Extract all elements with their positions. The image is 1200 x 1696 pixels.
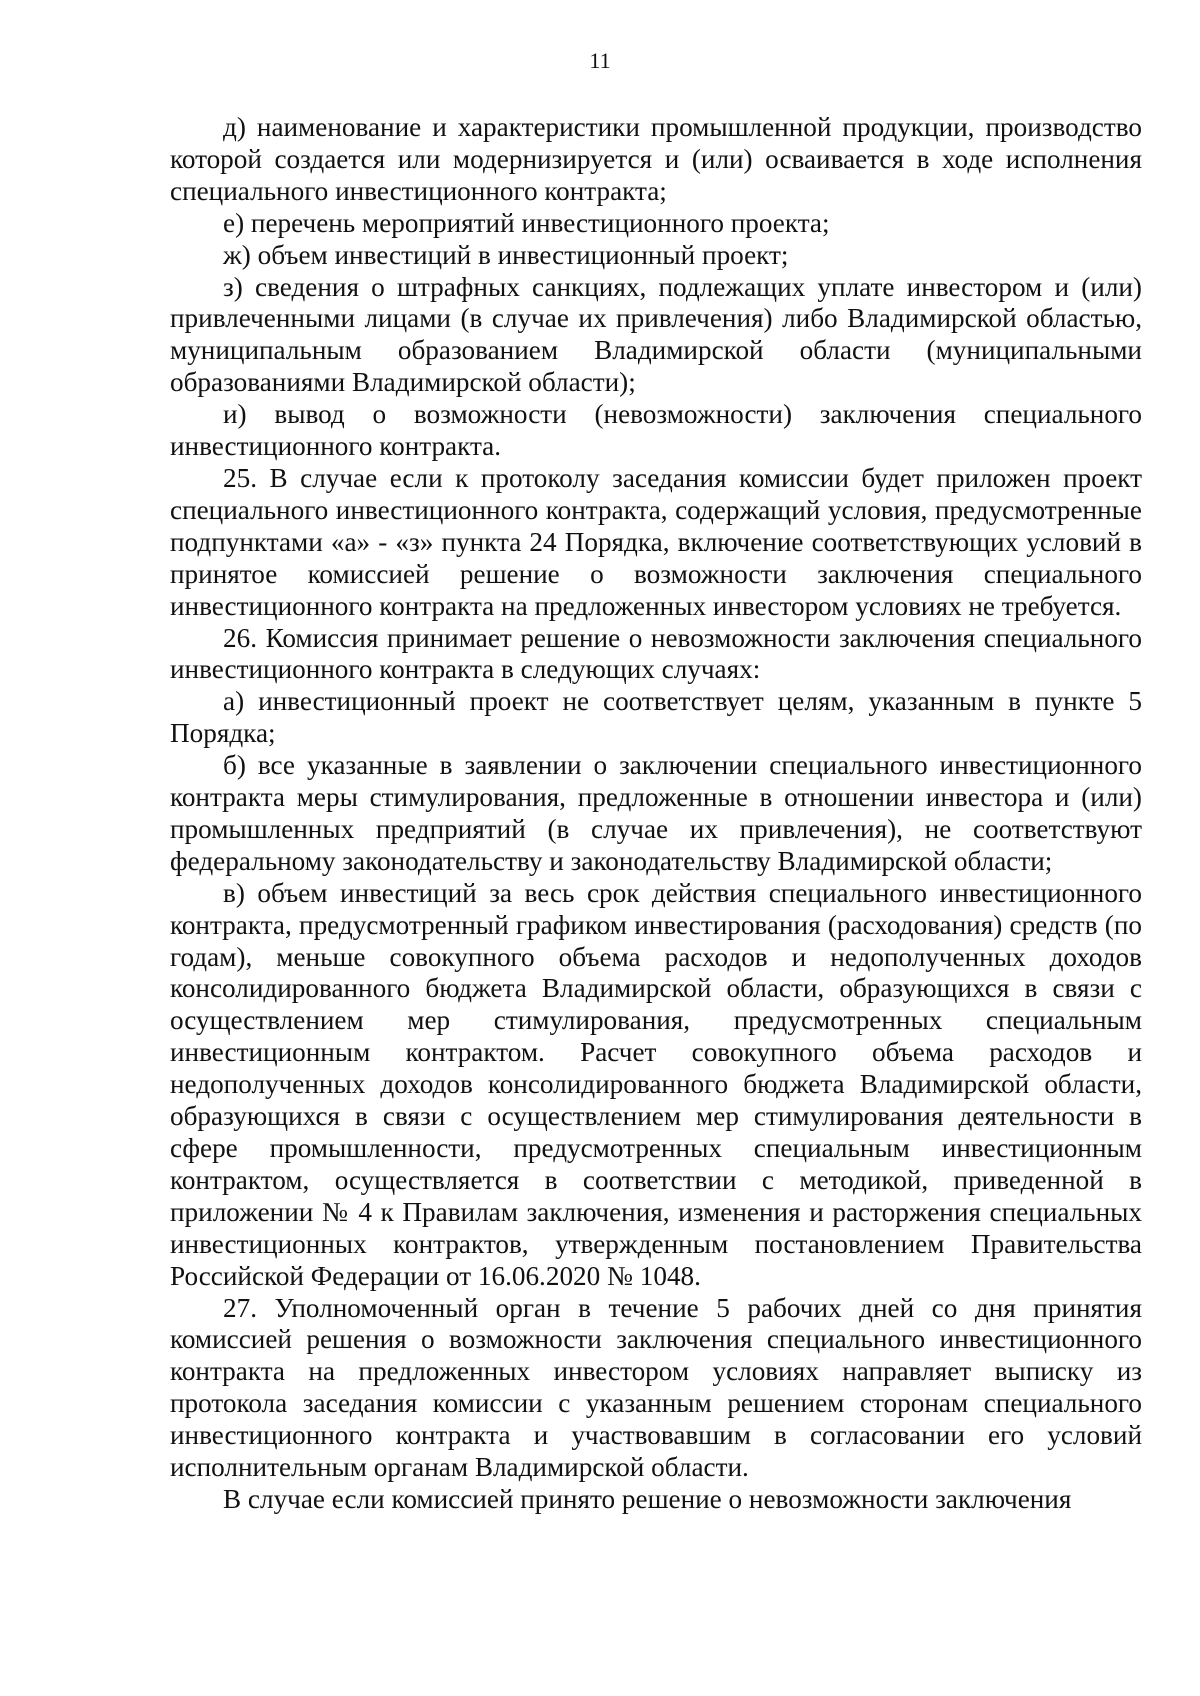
paragraph-item-d: д) наименование и характеристики промышленной продукции, производство которой создается или модернизируется и (или) осваивается в ходе исполнения специального инвестиционного контракта; [170, 112, 1142, 206]
paragraph-item-z: з) сведения о штрафных санкциях, подлежащих уплате инвестором и (или) привлеченными лицами (в случае их привлечения) либо Владимирской областью, муниципальным образованием Владимирской области (муниципальными образованиями Владимирской области); [170, 271, 1142, 398]
paragraph-item-b: б) все указанные в заявлении о заключении специального инвестиционного контракта меры стимулирования, предложенные в отношении инвестора и (или) промышленных предприятий (в случае их привлечения), не соответствуют федеральному законодательству и законодательству Владимирской области; [170, 750, 1142, 876]
page-number: 11 [589, 48, 611, 73]
paragraph-clause-25: 25. В случае если к протоколу заседания комиссии будет приложен проект специального инвестиционного контракта, содержащий условия, предусмотренные подпунктами «а» - «з» пункта 24 Порядка, включение соответствующих условий в принятое комиссией решение о возможности заключения специального инвестиционного контракта на предложенных инвестором условиях не требуется. [170, 462, 1142, 621]
paragraph-item-zh: ж) объем инвестиций в инвестиционный проект; [223, 239, 789, 270]
paragraph-item-v: в) объем инвестиций за весь срок действия специального инвестиционного контракта, предусмотренный графиком инвестирования (расходования) средств (по годам), меньше совокупного объема расходов и недополученных доходов консолидированного бюджета Владимирской области, образующихся в связи с осуществлением мер стимулирования, предусмотренных специальным инвестиционным контрактом. Расчет совокупного объема расходов и недополученных доходов консолидированного бюджета Владимирской области, образующихся в связи с осуществлением мер стимулирования деятельности в сфере промышленности, предусмотренных специальным инвестиционным контрактом, осуществляется в соответствии с методикой, приведенной в приложении № 4 к Правилам заключения, изменения и расторжения специальных инвестиционных контрактов, утвержденным постановлением Правительства Российской Федерации от 16.06.2020 № 1048. [170, 877, 1142, 1291]
document-body [170, 112, 1142, 1516]
paragraph-item-e: е) перечень мероприятий инвестиционного проекта; [223, 207, 830, 238]
paragraph-continuation: В случае если комиссией принято решение о невозможности заключения [223, 1483, 1072, 1514]
paragraph-item-i: и) вывод о возможности (невозможности) заключения специального инвестиционного контракта. [170, 399, 1142, 462]
paragraph-clause-26: 26. Комиссия принимает решение о невозможности заключения специального инвестиционного контракта в следующих случаях: [170, 622, 1142, 685]
paragraph-clause-27: 27. Уполномоченный орган в течение 5 рабочих дней со дня принятия комиссией решения о возможности заключения специального инвестиционного контракта на предложенных инвестором условиях направляет выписку из протокола заседания комиссии с указанным решением сторонам специального инвестиционного контракта и участвовавшим в согласовании его условий исполнительным органам Владимирской области. [170, 1292, 1142, 1483]
paragraph-item-a: а) инвестиционный проект не соответствует целям, указанным в пункте 5 Порядка; [170, 686, 1142, 749]
